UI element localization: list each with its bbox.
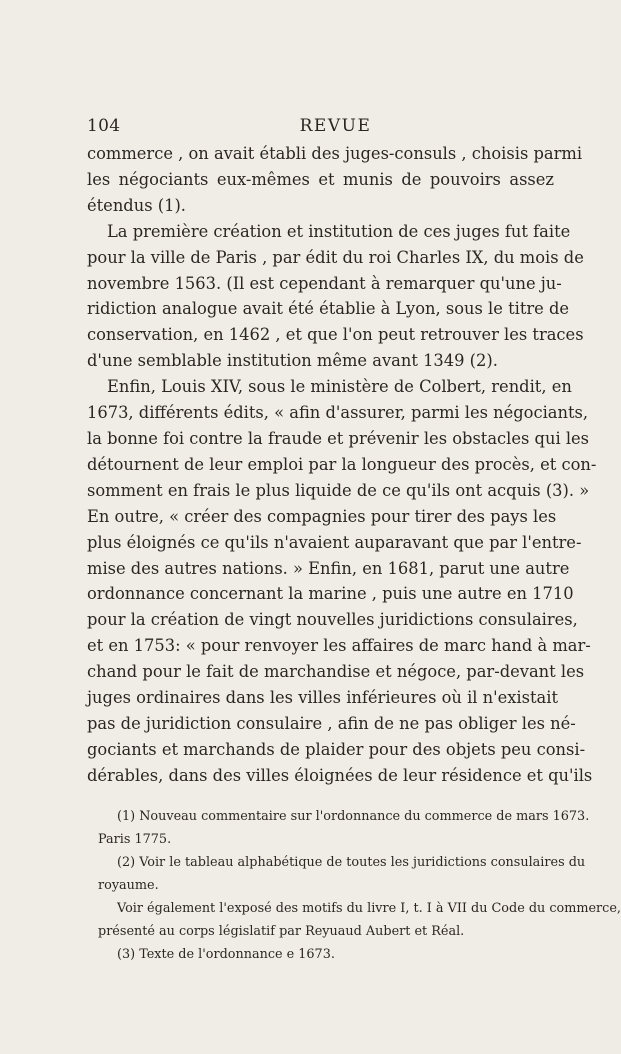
paragraph-3: [87, 374, 597, 789]
footnote-3: [101, 943, 561, 966]
text-line: plus éloignés ce qu'ils n'avaient auparavant que par l'entre-: [87, 532, 582, 552]
text-line: et en 1753: « pour renvoyer les affaires de marc hand à mar-: [87, 636, 591, 656]
text-line: mise des autres nations. » Enfin, en 1681, parut une autre: [87, 558, 570, 578]
footnote-line: (3) Texte de l'ordonnance e 1673.: [117, 947, 335, 962]
footnotes: [98, 805, 621, 966]
footnote-line: Paris 1775.: [98, 832, 172, 847]
text-line: pas de juridiction consulaire , afin de ne pas obliger les né-: [87, 713, 576, 733]
text-line: novembre 1563. (Il est cependant à remarquer qu'une ju-: [87, 273, 562, 293]
text-line: La première création et institution de ces juges fut faite: [107, 221, 571, 241]
text-line: détournent de leur emploi par la longueur des procès, et con-: [87, 454, 597, 474]
text-line: la bonne foi contre la fraude et prévenir les obstacles qui les: [87, 428, 590, 448]
text-line: gociants et marchands de plaider pour des objets peu consi-: [87, 739, 586, 759]
paragraph-2: [87, 219, 584, 374]
text-line: chand pour le fait de marchandise et négoce, par-devant les: [87, 662, 585, 682]
footnote-2-continued: [98, 897, 621, 943]
text-line: dérables, dans des villes éloignées de leur résidence et qu'ils: [87, 765, 593, 785]
text-line: pour la création de vingt nouvelles juridictions consulaires,: [87, 610, 578, 630]
page-number: 104: [87, 116, 121, 136]
text-line: 1673, différents édits, « afin d'assurer, parmi les négociants,: [87, 403, 589, 423]
text-line: pour la ville de Paris , par édit du roi Charles IX, du mois de: [87, 247, 584, 267]
text-line: les négociants eux-mêmes et munis de pouvoirs assez: [87, 169, 554, 189]
text-line: juges ordinaires dans les villes inférieures où il n'existait: [87, 688, 558, 708]
text-line: étendus (1).: [87, 195, 186, 215]
text-line: somment en frais le plus liquide de ce qu'ils ont acquis (3). »: [87, 480, 590, 500]
text-line: ordonnance concernant la marine , puis une autre en 1710: [87, 584, 574, 604]
running-head: REVUE: [299, 116, 372, 136]
footnote-line: présenté au corps législatif par Reyuaud Aubert et Réal.: [98, 924, 465, 939]
footnote-line: royaume.: [98, 878, 159, 893]
body-text: [87, 141, 597, 789]
text-line: commerce , on avait établi des juges-consuls , choisis parmi: [87, 144, 583, 163]
footnote-line: (1) Nouveau commentaire sur l'ordonnance du commerce de mars 1673.: [117, 809, 590, 824]
text-line: conservation, en 1462 , et que l'on peut retrouver les traces: [87, 325, 584, 345]
footnote-1: [98, 805, 590, 851]
footnote-line: (2) Voir le tableau alphabétique de toutes les juridictions consulaires du: [117, 855, 586, 870]
page-header: [87, 116, 554, 140]
paragraph-1: [87, 141, 583, 219]
text-line: ridiction analogue avait été établie à Lyon, sous le titre de: [87, 299, 570, 319]
footnote-line: Voir également l'exposé des motifs du livre I, t. I à VII du Code du commerce,: [117, 901, 621, 916]
text-line: d'une semblable institution même avant 1349 (2).: [87, 351, 498, 371]
footnote-2: [98, 851, 586, 897]
text-line: Enfin, Louis XIV, sous le ministère de Colbert, rendit, en: [107, 377, 572, 397]
text-line: En outre, « créer des compagnies pour tirer des pays les: [87, 506, 557, 526]
